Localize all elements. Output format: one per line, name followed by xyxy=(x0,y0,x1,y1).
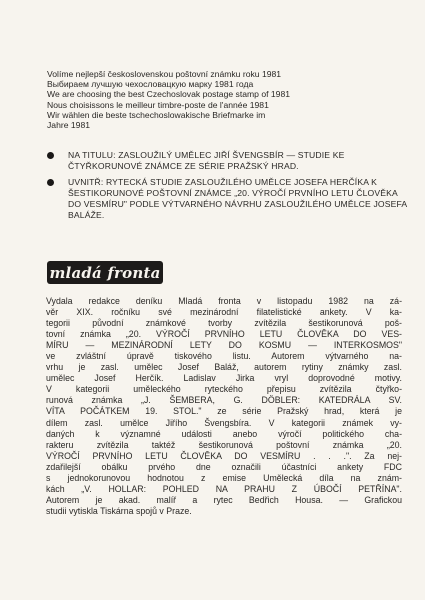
body-line: věr XIX. ročníku své mezinárodní filatelistické ankety. V ka- xyxy=(46,307,402,318)
body-line: Vydala redakce deníku Mladá fronta v listopadu 1982 na zá- xyxy=(46,296,402,306)
multilingual-intro xyxy=(47,69,399,130)
body-line: MÍRU — MEZINÁRODNÍ LETY DO KOSMU — INTERKOSMOS" xyxy=(46,340,402,351)
logo-text: mladá fronta xyxy=(49,263,161,282)
body-line: umělec Josef Herčík. Ladislav Jirka vryl doprovodné motivy. xyxy=(46,373,402,384)
body-line: VÍTA POČÁTKEM 19. STOL." ze série Pražský hrad, která je xyxy=(46,406,402,417)
bullet-list xyxy=(45,150,407,226)
intro-line-russian: Выбираем лучшую чехословацкую марку 1981 года xyxy=(47,79,254,90)
body-line: Autorem je akad. malíř a rytec Bedřich Housa. — Grafickou xyxy=(46,494,402,505)
body-line: dílem zasl. umělce Jiřího Švengsbíra. V kategorii známek vy- xyxy=(46,417,402,428)
body-line: studii vytiskla Tiskárna spojů v Praze. xyxy=(46,505,192,516)
bullet-inside-text: UVNITŘ: RYTECKÁ STUDIE ZASLOUŽILÉHO UMĚLCE JOSEFA HERČÍKA K ŠESTIKORUNOVÉ POŠTOVNÍ ZNÁMCE „20. VÝROČÍ PRVNÍHO LETU ČLOVĚKA DO VESMÍRU" PODLE VÝTVARNÉHO NÁVRHU ZASLOUŽILÉHO UMĚLCE JOSEFA BALÁŽE. xyxy=(68,177,407,220)
intro-line-czech: Volíme nejlepší československou poštovní známku roku 1981 xyxy=(47,69,282,79)
body-line: zdařilejší obálku prvého dne označili účastníci ankety FDC xyxy=(46,461,402,472)
body-line: s jednokorunovou hodnotou z emise Umělecká díla na znám- xyxy=(46,472,402,483)
body-line: daných k významné události anebo výročí politického cha- xyxy=(46,428,402,439)
body-line: rakteru zvítězila taktéž šestikorunová poštovní známka „20. xyxy=(46,439,402,450)
bullet-dot-icon xyxy=(47,152,54,159)
body-line: runová známka „J. ŠEMBERA, G. DÖBLER: KATEDRÁLA SV. xyxy=(46,395,402,406)
body-line: tovní známka „20. VÝROČÍ PRVNÍHO LETU ČLOVĚKA DO VES- xyxy=(46,329,402,340)
bullet-cover-text: NA TITULU: ZASLOUŽILÝ UMĚLEC JIŘÍ ŠVENGSBÍR — STUDIE KE ČTYŘKORUNOVÉ ZNÁMCE ZE SÉRIE PRAŽSKÝ HRAD. xyxy=(68,150,345,171)
intro-line-english: We are choosing the best Czechoslovak postage stamp of 1981 xyxy=(47,89,290,100)
bullet-cover xyxy=(45,150,407,172)
body-line: V kategorii uměleckého ryteckého přepisu zvítězila čtyřko- xyxy=(46,384,402,395)
bullet-dot-icon xyxy=(47,179,54,186)
intro-line-french: Nous choisissons le meilleur timbre-poste de l'année 1981 xyxy=(47,99,269,110)
bullet-inside xyxy=(45,177,407,221)
intro-line-german-cont: Jahre 1981 xyxy=(47,120,91,131)
body-line: ve zvláštní úpravě tiskového listu. Autorem výtvarného na- xyxy=(46,351,402,362)
body-line: kách „V. HOLLAR: POHLED NA PRAHU Z ÚBOČÍ PETŘÍNA". xyxy=(46,483,402,494)
body-line: VÝROČÍ PRVNÍHO LETU ČLOVĚKA DO VESMÍRU . . .". Za nej- xyxy=(46,450,402,461)
body-paragraph xyxy=(46,296,402,517)
body-line: vrhu je zasl. umělec Josef Baláž, autorem rytiny známky zasl. xyxy=(46,362,402,373)
mlada-fronta-logo xyxy=(47,261,163,284)
body-line: tegorii původní známkové tvorby zvítězila šestikorunová poš- xyxy=(46,318,402,329)
intro-line-german: Wir wählen die beste tschechoslowakische Briefmarke im xyxy=(47,109,266,120)
